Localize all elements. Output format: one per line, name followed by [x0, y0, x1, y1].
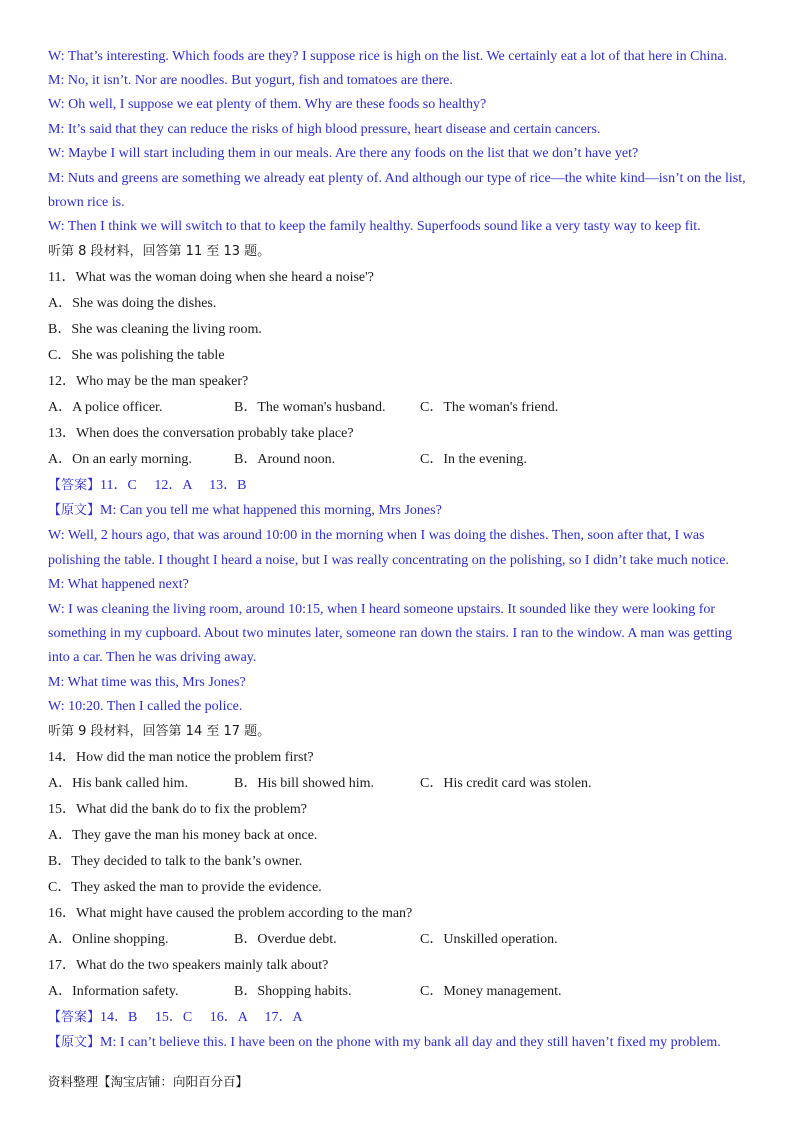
answer-label: 【答案】 [48, 1010, 101, 1025]
transcript-line: into a car. Then he was driving away. [48, 650, 257, 665]
transcript-line: M: What time was this, Mrs Jones? [48, 675, 246, 690]
transcript-line: W: Then I think we will switch to that to keep the family healthy. Superfoods sound like a very tasty way to keep fit. [48, 219, 701, 234]
option-17c: C．Money management. [420, 984, 562, 999]
transcript-first-line: M: I can’t believe this. I have been on the phone with my bank all day and they still haven’t fixed my problem. [100, 1035, 721, 1050]
transcript-line: M: What happened next? [48, 577, 189, 592]
option-15a: A．They gave the man his money back at once. [48, 828, 318, 843]
option-16b: B．Overdue debt. [234, 932, 337, 947]
transcript-line: W: Maybe I will start including them in our meals. Are there any foods on the list that we don’t have yet? [48, 146, 639, 161]
option-14a: A．His bank called him. [48, 776, 188, 791]
question-12: 12．Who may be the man speaker? [48, 374, 249, 389]
option-13b: B．Around noon. [234, 452, 336, 467]
transcript-line: W: Well, 2 hours ago, that was around 10:00 in the morning when I was doing the dishes. Then, soon after that, I was [48, 528, 705, 543]
option-16a: A．Online shopping. [48, 932, 169, 947]
option-11b: B．She was cleaning the living room. [48, 322, 262, 337]
transcript-start [48, 1034, 721, 1052]
transcript-line: M: It’s said that they can reduce the risks of high blood pressure, heart disease and certain cancers. [48, 122, 601, 137]
transcript-line: M: Nuts and greens are something we already eat plenty of. And although our type of rice—the white kind—isn’t on the list, [48, 171, 746, 186]
option-12c: C．The woman's friend. [420, 400, 559, 415]
option-11a: A．She was doing the dishes. [48, 296, 217, 311]
option-13a: A．On an early morning. [48, 452, 192, 467]
answer-text: 11．C 12．A 13．B [100, 478, 247, 493]
transcript-line: W: That’s interesting. Which foods are they? I suppose rice is high on the list. We certainly eat a lot of that here in China. [48, 49, 728, 64]
option-11c: C．She was polishing the table [48, 348, 225, 363]
transcript-line: W: Oh well, I suppose we eat plenty of them. Why are these foods so healthy? [48, 97, 487, 112]
option-13c: C．In the evening. [420, 452, 527, 467]
transcript-line: W: 10:20. Then I called the police. [48, 699, 243, 714]
option-14c: C．His credit card was stolen. [420, 776, 592, 791]
transcript-first-line: M: Can you tell me what happened this morning, Mrs Jones? [100, 503, 442, 518]
question-11: 11．What was the woman doing when she heard a noise'? [48, 270, 374, 285]
option-14b: B．His bill showed him. [234, 776, 375, 791]
question-15: 15．What did the bank do to fix the problem? [48, 802, 307, 817]
original-label: 【原文】 [48, 1035, 101, 1050]
option-16c: C．Unskilled operation. [420, 932, 558, 947]
option-17a: A．Information safety. [48, 984, 179, 999]
section-heading: 听第 9 段材料，回答第 14 至 17 题。 [48, 724, 271, 739]
question-14: 14．How did the man notice the problem first? [48, 750, 314, 765]
question-16: 16．What might have caused the problem according to the man? [48, 906, 413, 921]
transcript-line: M: No, it isn’t. Nor are noodles. But yogurt, fish and tomatoes are there. [48, 73, 453, 88]
option-12a: A．A police officer. [48, 400, 163, 415]
option-17b: B．Shopping habits. [234, 984, 352, 999]
answer-key [48, 1009, 303, 1027]
question-17: 17．What do the two speakers mainly talk about? [48, 958, 329, 973]
answer-key [48, 477, 247, 495]
option-15b: B．They decided to talk to the bank’s owner. [48, 854, 303, 869]
transcript-start [48, 502, 442, 520]
answer-text: 14．B 15．C 16．A 17．A [100, 1010, 303, 1025]
option-12b: B．The woman's husband. [234, 400, 386, 415]
answer-label: 【答案】 [48, 478, 101, 493]
page-footer: 资料整理【淘宝店铺：向阳百分百】 [48, 1074, 249, 1089]
section-heading: 听第 8 段材料，回答第 11 至 13 题。 [48, 244, 271, 259]
transcript-line: something in my cupboard. About two minutes later, someone ran down the stairs. I ran to the window. A man was getting [48, 626, 733, 641]
transcript-line: brown rice is. [48, 195, 125, 210]
question-13: 13．When does the conversation probably take place? [48, 426, 354, 441]
transcript-line: polishing the table. I thought I heard a noise, but I was really concentrating on the polishing, so I didn’t take much notice. [48, 553, 729, 568]
option-15c: C．They asked the man to provide the evidence. [48, 880, 322, 895]
transcript-line: W: I was cleaning the living room, around 10:15, when I heard someone upstairs. It sounded like they were looking for [48, 602, 716, 617]
original-label: 【原文】 [48, 503, 101, 518]
